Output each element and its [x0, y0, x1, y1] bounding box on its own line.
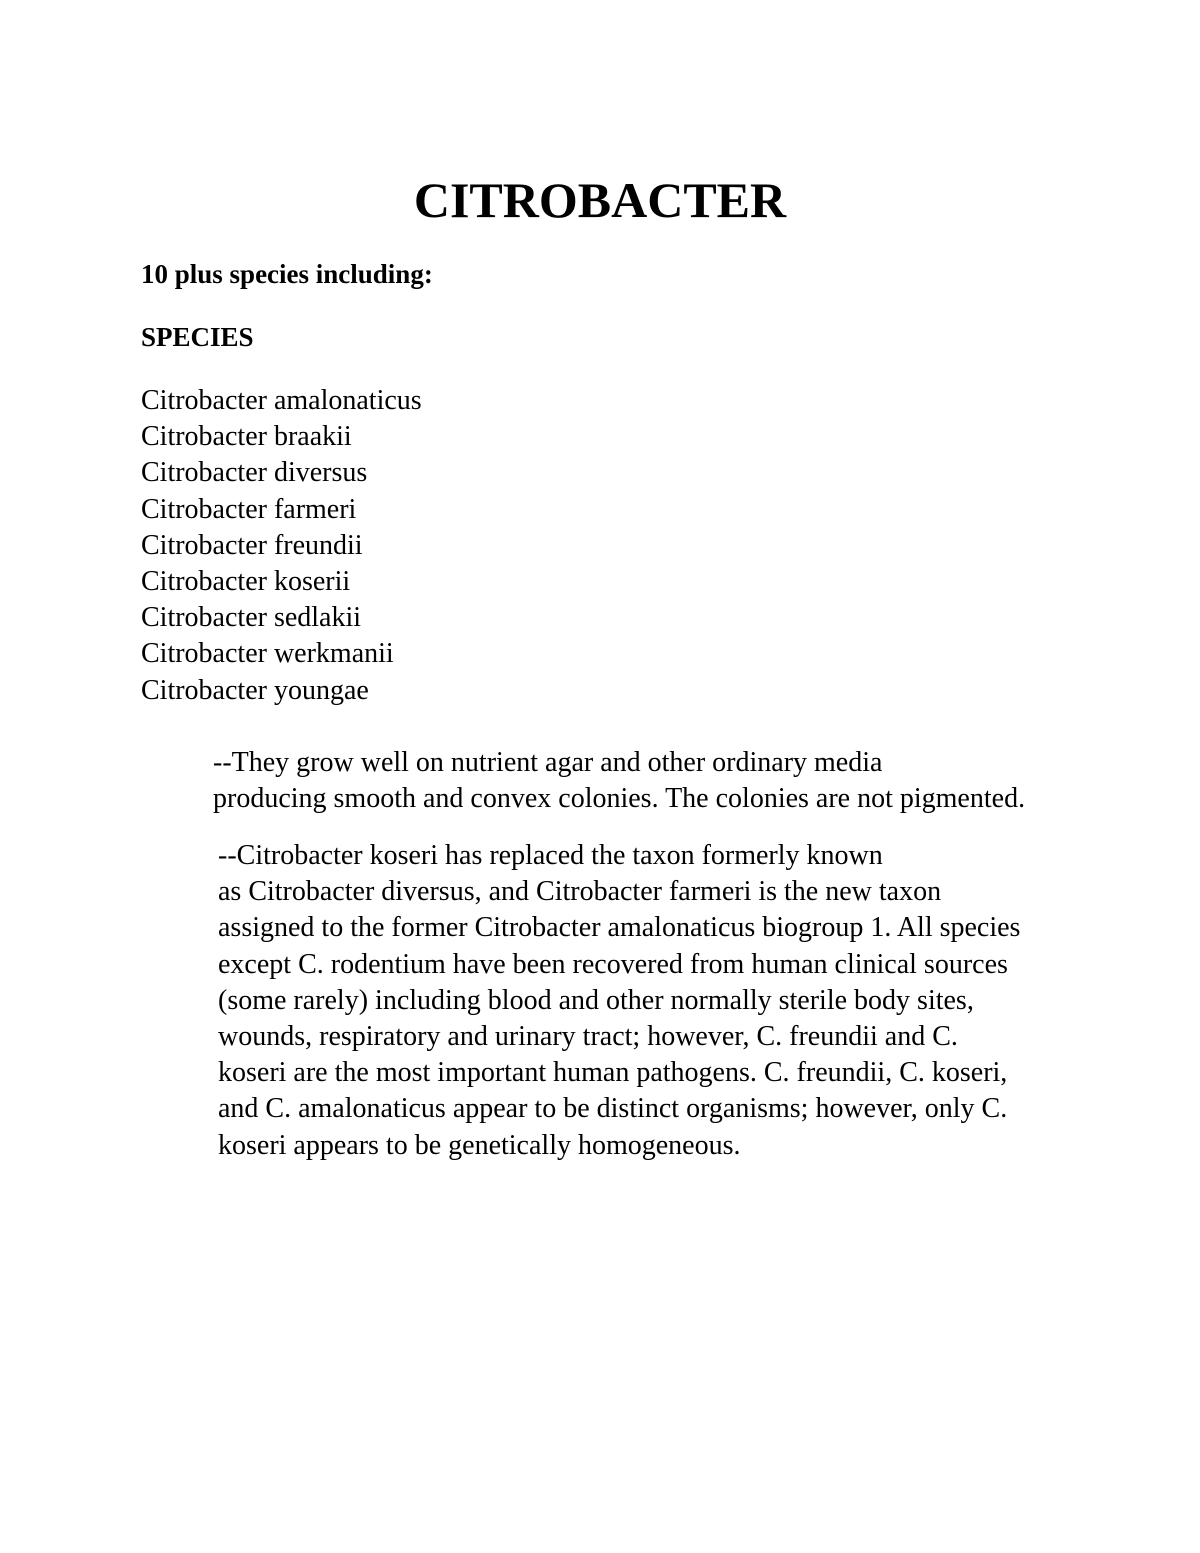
paragraph-line: --They grow well on nutrient agar and other ordinary media — [213, 747, 883, 778]
species-item: Citrobacter diversus — [141, 457, 368, 489]
species-count-subtitle: 10 plus species including: — [141, 259, 433, 289]
paragraph-line: (some rarely) including blood and other normally sterile body sites, — [218, 984, 974, 1016]
species-item: Citrobacter werkmanii — [141, 638, 394, 670]
paragraph-line: koseri appears to be genetically homogeneous. — [218, 1129, 741, 1161]
species-list — [141, 383, 422, 709]
species-heading: SPECIES — [141, 322, 254, 352]
growth-paragraph — [141, 745, 1061, 817]
paragraph-line: as Citrobacter diversus, and Citrobacter farmeri is the new taxon — [218, 876, 942, 908]
paragraph-line: wounds, respiratory and urinary tract; however, C. freundii and C. — [218, 1021, 958, 1053]
species-item: Citrobacter braakii — [141, 421, 352, 453]
species-item: Citrobacter koserii — [141, 566, 351, 598]
paragraph-line: --Citrobacter koseri has replaced the taxon formerly known — [218, 840, 883, 871]
paragraph-line: assigned to the former Citrobacter amalonaticus biogroup 1. All species — [218, 912, 1021, 944]
species-item: Citrobacter amalonaticus — [141, 385, 422, 416]
species-item: Citrobacter youngae — [141, 674, 369, 706]
paragraph-line: except C. rodentium have been recovered from human clinical sources — [218, 948, 1008, 980]
paragraph-line: koseri are the most important human pathogens. C. freundii, C. koseri, — [218, 1057, 1008, 1089]
species-item: Citrobacter freundii — [141, 529, 363, 561]
paragraph-line: and C. amalonaticus appear to be distinct organisms; however, only C. — [218, 1093, 1008, 1125]
page-title: CITROBACTER — [413, 172, 787, 228]
species-item: Citrobacter farmeri — [141, 493, 357, 525]
taxonomy-paragraph — [141, 838, 1061, 1164]
species-item: Citrobacter sedlakii — [141, 602, 362, 634]
paragraph-line: producing smooth and convex colonies. The colonies are not pigmented. — [213, 783, 1026, 815]
